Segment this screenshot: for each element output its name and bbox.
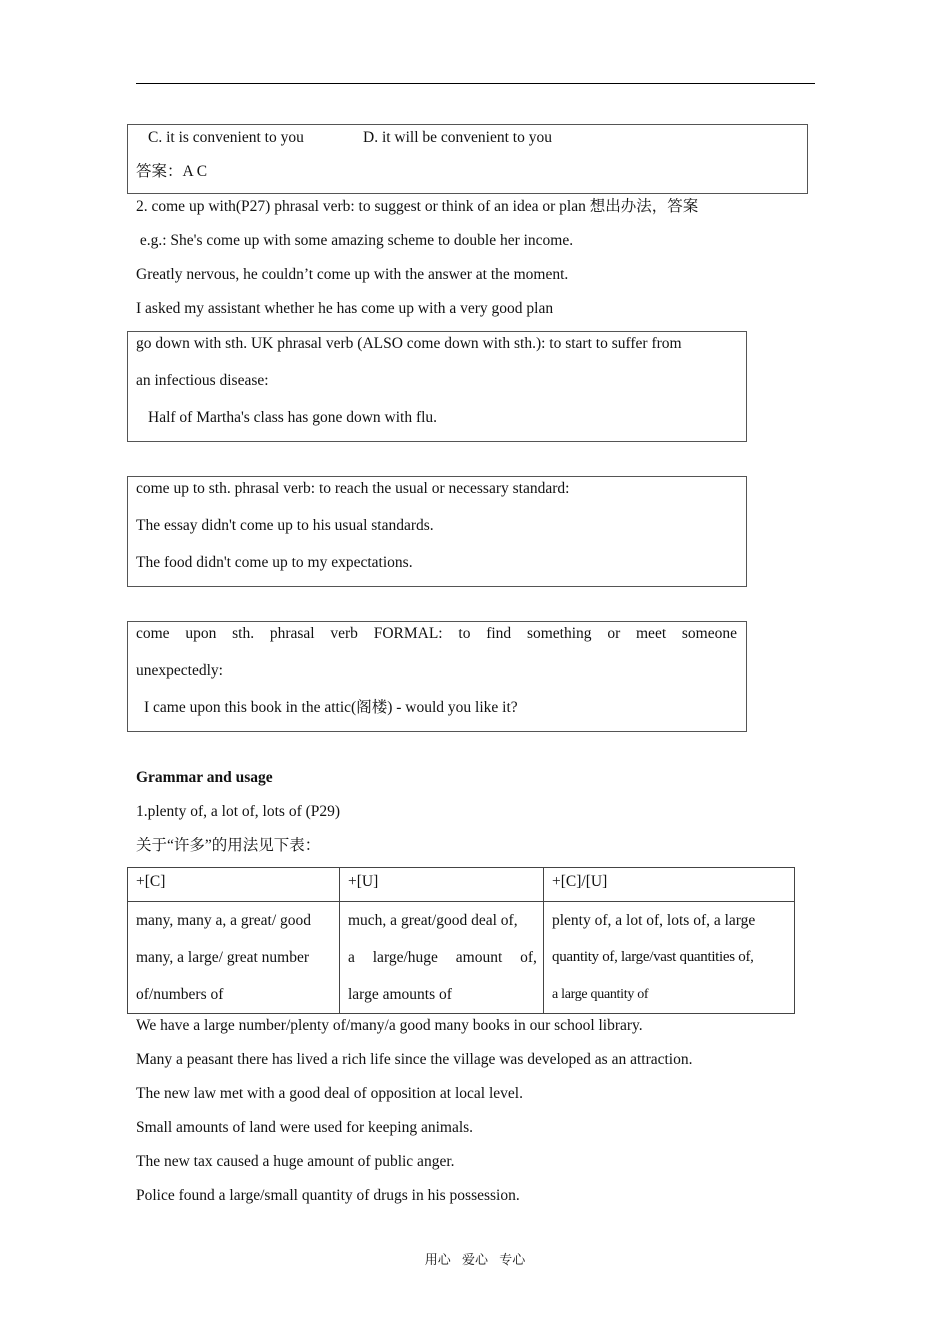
come-up-to-definition: come up to sth. phrasal verb: to reach the usual or necessary standard: <box>136 480 570 497</box>
grammar-example: The new tax caused a huge amount of public anger. <box>136 1153 455 1170</box>
table-header-both: +[C]/[U] <box>544 868 795 902</box>
go-down-with-definition-2: an infectious disease: <box>136 372 269 389</box>
grammar-example: We have a large number/plenty of/many/a good many books in our school library. <box>136 1017 643 1034</box>
cell-line: a large/huge amount of, <box>348 949 537 966</box>
grammar-intro: 关于“许多”的用法见下表： <box>136 837 321 854</box>
table-header-row <box>128 868 795 902</box>
cell-line: many, a large/ great number <box>136 949 310 966</box>
table-cell-countable <box>128 902 340 1014</box>
cell-line: plenty of, a lot of, lots of, a large <box>552 912 756 929</box>
come-up-to-example-1: The essay didn't come up to his usual standards. <box>136 517 434 534</box>
cell-line: quantity of, large/vast quantities of, <box>552 949 754 965</box>
cell-line: a large quantity of <box>552 987 649 1002</box>
cell-line: large amounts of <box>348 986 452 1003</box>
grammar-example: Many a peasant there has lived a rich life since the village was developed as an attraction. <box>136 1051 693 1068</box>
quantity-usage-table <box>127 867 795 1014</box>
table-header-uncountable: +[U] <box>340 868 544 902</box>
come-upon-definition-2: unexpectedly: <box>136 662 223 679</box>
table-cell-uncountable <box>340 902 544 1014</box>
come-up-with-definition: 2. come up with(P27) phrasal verb: to suggest or think of an idea or plan 想出办法，答案 <box>136 198 699 215</box>
come-up-with-example-3: I asked my assistant whether he has come up with a very good plan <box>136 300 554 317</box>
page-footer: 用心 爱心 专心 <box>424 1252 526 1267</box>
come-upon-example: I came upon this book in the attic(阁楼) - would you like it? <box>144 699 518 716</box>
grammar-example: Small amounts of land were used for keeping animals. <box>136 1119 474 1136</box>
come-up-to-example-2: The food didn't come up to my expectations. <box>136 554 413 571</box>
go-down-with-example: Half of Martha's class has gone down with flu. <box>148 409 438 426</box>
table-cell-both <box>544 902 795 1014</box>
come-upon-definition-1: come upon sth. phrasal verb FORMAL: to find something or meet someone <box>136 625 737 642</box>
go-down-with-definition-1: go down with sth. UK phrasal verb (ALSO come down with sth.): to start to suffer from <box>136 335 682 352</box>
come-up-with-example-2: Greatly nervous, he couldn’t come up with the answer at the moment. <box>136 266 569 283</box>
table-row <box>128 902 795 1014</box>
grammar-heading: Grammar and usage <box>136 769 273 786</box>
option-c: C. it is convenient to you <box>148 129 304 146</box>
grammar-item-title: 1.plenty of, a lot of, lots of (P29) <box>136 803 341 820</box>
come-up-with-example-1: e.g.: She's come up with some amazing scheme to double her income. <box>136 232 574 249</box>
answer-line: 答案：A C <box>136 163 208 180</box>
option-d: D. it will be convenient to you <box>363 129 552 146</box>
header-rule <box>136 83 815 84</box>
cell-line: of/numbers of <box>136 986 224 1003</box>
grammar-example: Police found a large/small quantity of drugs in his possession. <box>136 1187 520 1204</box>
cell-line: much, a great/good deal of, <box>348 912 518 929</box>
grammar-example: The new law met with a good deal of opposition at local level. <box>136 1085 523 1102</box>
cell-line: many, many a, a great/ good <box>136 912 312 929</box>
table-header-countable: +[C] <box>128 868 340 902</box>
